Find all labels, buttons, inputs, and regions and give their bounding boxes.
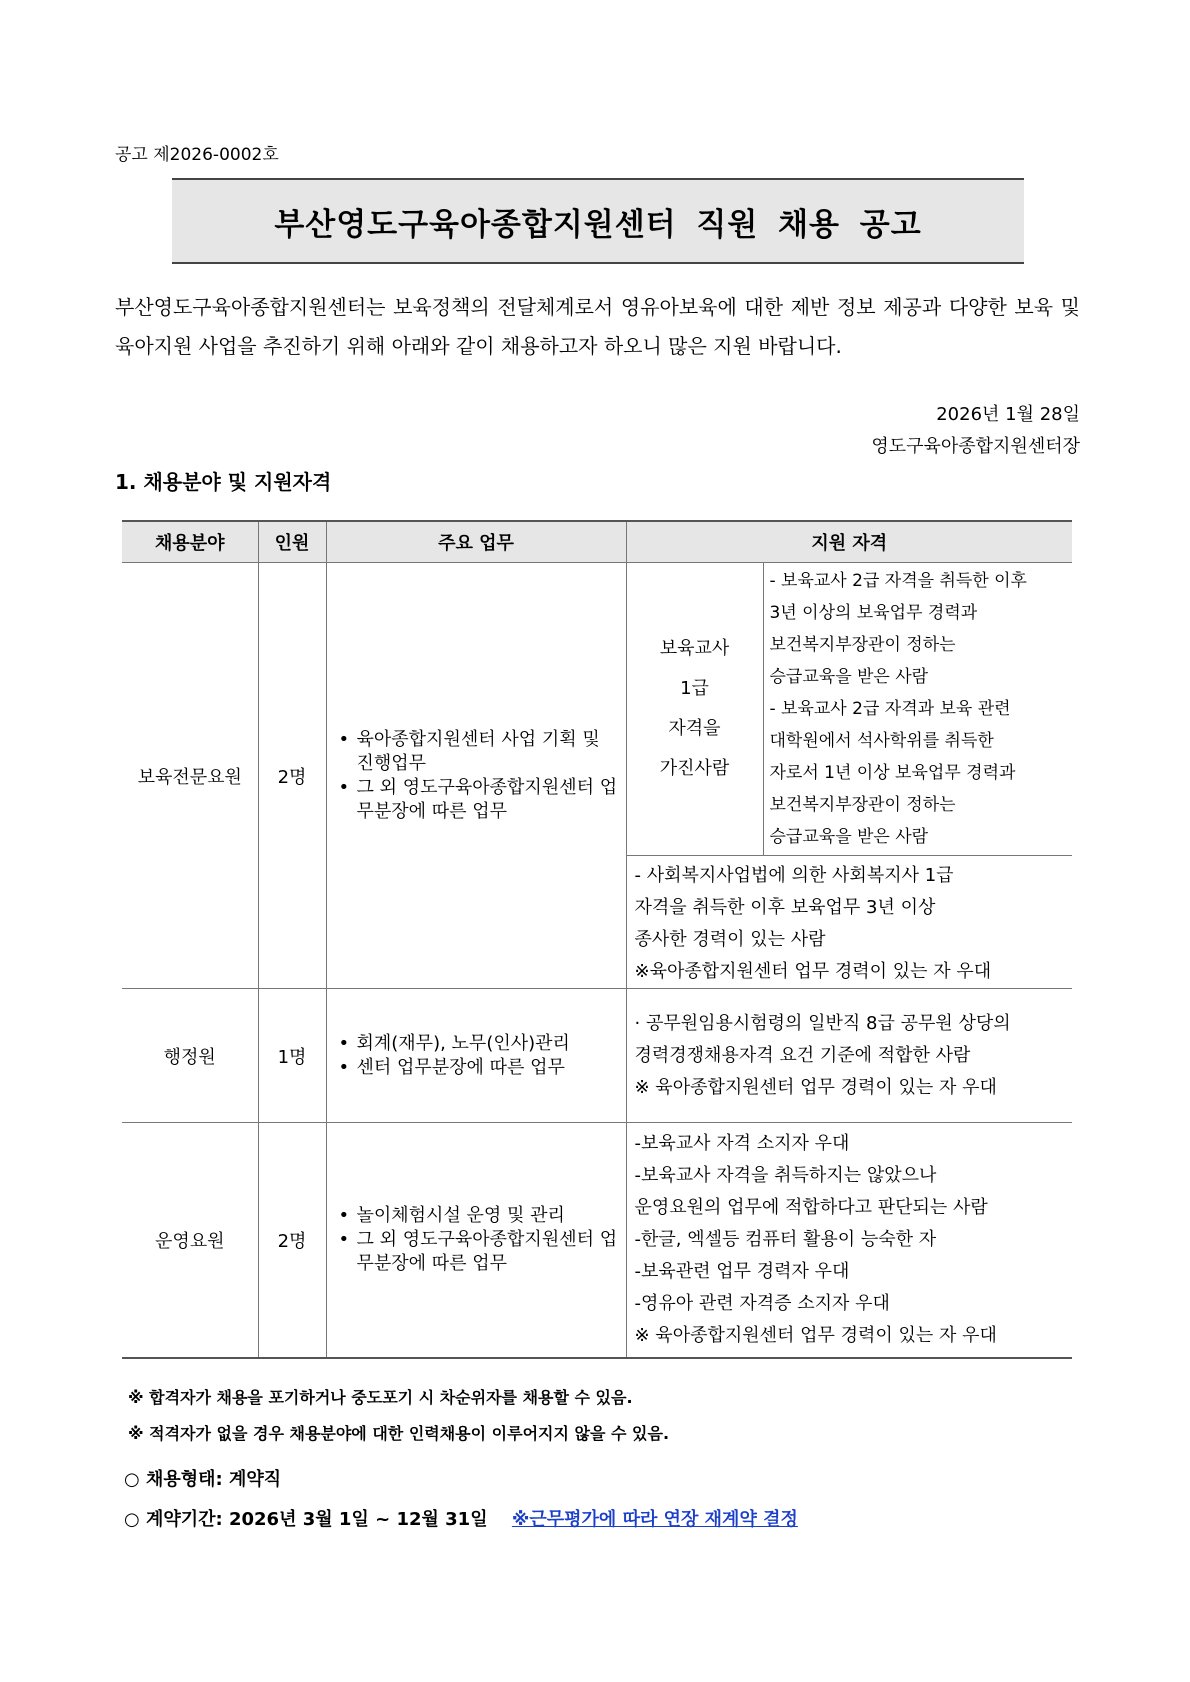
duty-item: • 센터 업무분장에 따른 업무 [335, 1056, 622, 1080]
duties-cell [326, 989, 626, 1123]
note-line: ※ 적격자가 없을 경우 채용분야에 대한 인력채용이 이루어지지 않을 수 있음. [128, 1424, 670, 1443]
count-cell: 2명 [258, 563, 326, 989]
page-title: 부산영도구육아종합지원센터 직원 채용 공고 [274, 206, 922, 243]
header-qualification: 지원 자격 [626, 521, 1072, 563]
duties-cell [326, 1123, 626, 1358]
employment-info [124, 1460, 798, 1540]
count-cell: 1명 [258, 989, 326, 1123]
qualification-category: 보육교사 1급 자격을 가진사람 [627, 563, 764, 855]
title-box [172, 178, 1024, 264]
qualification-cell: · 공무원임용시험령의 일반직 8급 공무원 상당의 경력경쟁채용자격 요건 기준에 적합한 사람 ※ 육아종합지원센터 업무 경력이 있는 자 우대 [626, 989, 1072, 1123]
field-cell: 행정원 [122, 989, 258, 1123]
header-duties: 주요 업무 [326, 521, 626, 563]
contract-period: ○ 계약기간: 2026년 3월 1일 ~ 12월 31일 [124, 1509, 488, 1530]
qualification-details: - 보육교사 2급 자격을 취득한 이후 3년 이상의 보육업무 경력과 보건복지부장관이 정하는 승급교육을 받은 사람 - 보육교사 2급 자격과 보육 관련 대학원에서 석사학위를 취득한 자로서 1년 이상 보육업무 경력과 보건복지부장관이 정하는 승급교육을 받은 사람 [769, 571, 1027, 847]
duty-item: • 회계(재무), 노무(인사)관리 [335, 1032, 622, 1056]
notice-number: 공고 제2026-0002호 [115, 145, 279, 165]
table-row [122, 989, 1072, 1123]
note-line: ※ 합격자가 채용을 포기하거나 중도포기 시 차순위자를 채용할 수 있음. [128, 1388, 633, 1407]
table-row [122, 1123, 1072, 1358]
employment-type: ○ 채용형태: 계약직 [124, 1469, 282, 1490]
field-cell: 운영요원 [122, 1123, 258, 1358]
section-heading: 1. 채용분야 및 지원자격 [115, 470, 332, 494]
issuer: 영도구육아종합지원센터장 [871, 436, 1080, 457]
recruitment-table [122, 520, 1072, 1359]
table-notes [128, 1380, 669, 1452]
intro-paragraph: 부산영도구육아종합지원센터는 보육정책의 전달체계로서 영유아보육에 대한 제반 정보 제공과 다양한 보육 및 육아지원 사업을 추진하기 위해 아래와 같이 채용하고자 하오니 많은 지원 바랍니다. [115, 295, 1080, 358]
qualification-cell: -보육교사 자격 소지자 우대 -보육교사 자격을 취득하지는 않았으나 운영요원의 업무에 적합하다고 판단되는 사람 -한글, 엑셀등 컴퓨터 활용이 능숙한 자 -보육관련 업무 경력자 우대 -영유아 관련 자격증 소지자 우대 ※ 육아종합지원센터 업무 경력이 있는 자 우대 [626, 1123, 1072, 1358]
duty-item: • 놀이체험시설 운영 및 관리 [335, 1204, 622, 1228]
announcement-date: 2026년 1월 28일 [936, 404, 1080, 425]
qualification-cell [626, 563, 1072, 989]
contract-renewal-note: ※근무평가에 따라 연장 재계약 결정 [511, 1509, 798, 1530]
count-cell: 2명 [258, 1123, 326, 1358]
field-cell: 보육전문요원 [122, 563, 258, 989]
header-field: 채용분야 [122, 521, 258, 563]
duty-item: • 육아종합지원센터 사업 기획 및 진행업무 [335, 728, 622, 776]
qualification-alt: - 사회복지사업법에 의한 사회복지사 1급 자격을 취득한 이후 보육업무 3년 이상 종사한 경력이 있는 사람 ※육아종합지원센터 업무 경력이 있는 자 우대 [627, 855, 1073, 988]
duty-item: • 그 외 영도구육아종합지원센터 업무분장에 따른 업무 [335, 1228, 622, 1276]
duty-item: • 그 외 영도구육아종합지원센터 업무분장에 따른 업무 [335, 776, 622, 824]
table-row [122, 563, 1072, 989]
header-count: 인원 [258, 521, 326, 563]
table-header-row [122, 521, 1072, 563]
contract-period-line [124, 1500, 798, 1540]
duties-cell [326, 563, 626, 989]
